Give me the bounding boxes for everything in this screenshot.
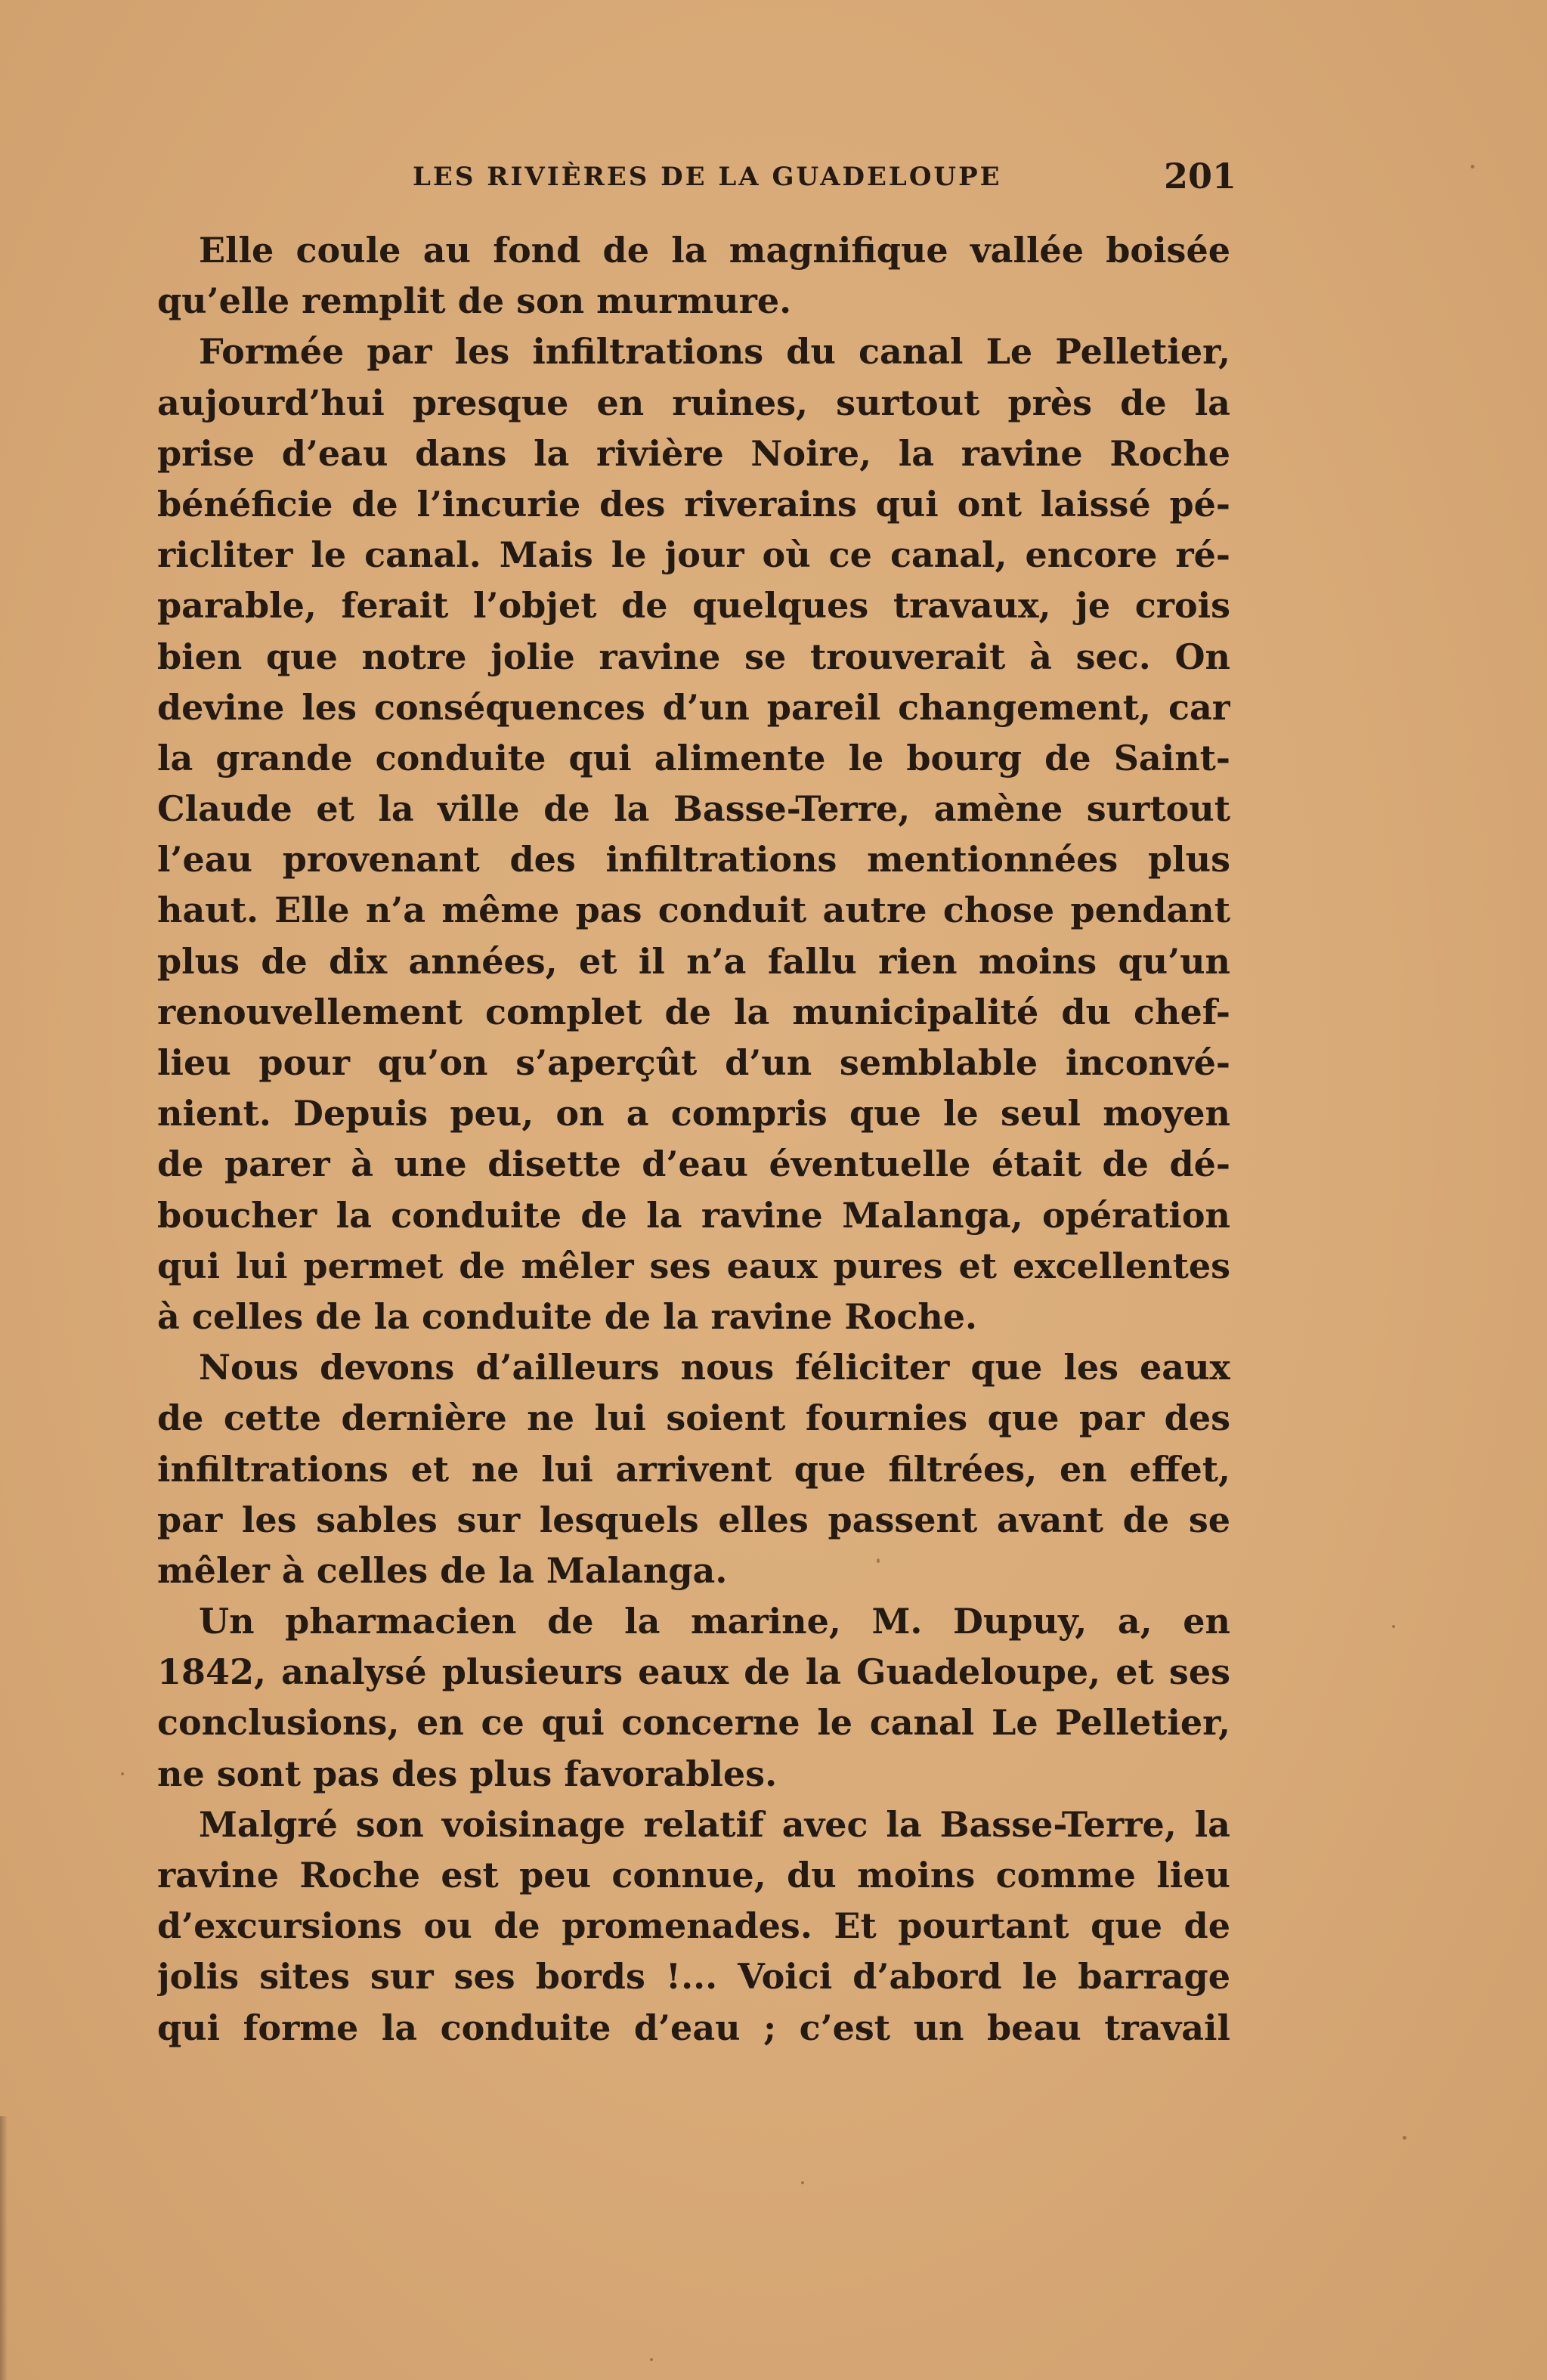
text-line: Claude et la ville de la Basse-Terre, amène surtout xyxy=(157,788,1230,830)
text-line: boucher la conduite de la ravine Malanga, opération xyxy=(157,1194,1230,1236)
paper-speck xyxy=(1403,2136,1406,2140)
text-line: ricliter le canal. Mais le jour où ce canal, encore ré- xyxy=(157,534,1230,576)
text-line: l’eau provenant des infiltrations mentionnées plus xyxy=(157,839,1230,881)
text-line: ne sont pas des plus favorables. xyxy=(157,1753,778,1794)
text-line: qui lui permet de mêler ses eaux pures et excellentes xyxy=(157,1245,1230,1286)
paper-speck xyxy=(877,1558,880,1563)
text-line: parable, ferait l’objet de quelques travaux, je crois xyxy=(157,585,1230,627)
paper-speck xyxy=(1471,165,1474,169)
text-line: à celles de la conduite de la ravine Roche. xyxy=(157,1295,978,1337)
page-edge-shadow xyxy=(0,2116,8,2380)
body-text xyxy=(157,225,1230,2053)
text-line: prise d’eau dans la rivière Noire, la ravine Roche xyxy=(157,432,1230,474)
text-line: Nous devons d’ailleurs nous féliciter que les eaux xyxy=(199,1347,1230,1388)
running-head xyxy=(413,156,1236,197)
text-line: de parer à une disette d’eau éventuelle était de dé- xyxy=(157,1144,1230,1185)
text-line: mêler à celles de la Malanga. xyxy=(157,1549,728,1591)
text-line: aujourd’hui presque en ruines, surtout près de la xyxy=(157,382,1230,423)
text-line: bien que notre jolie ravine se trouverait à sec. On xyxy=(157,636,1230,677)
text-line: haut. Elle n’a même pas conduit autre chose pendant xyxy=(157,890,1230,931)
text-line: Formée par les infiltrations du canal Le Pelletier, xyxy=(199,331,1230,373)
text-line: qu’elle remplit de son murmure. xyxy=(157,280,792,322)
text-line: conclusions, en ce qui concerne le canal Le Pelletier, xyxy=(157,1702,1230,1744)
paper-speck xyxy=(650,2358,653,2361)
text-line: Elle coule au fond de la magnifique vallée boisée xyxy=(199,230,1230,271)
text-line: qui forme la conduite d’eau ; c’est un beau travail xyxy=(157,2007,1230,2048)
page-number: 201 xyxy=(1163,156,1236,197)
paper-speck xyxy=(801,2181,804,2184)
running-title: LES RIVIÈRES DE LA GUADELOUPE xyxy=(413,162,1002,192)
text-line: infiltrations et ne lui arrivent que filtrées, en effet, xyxy=(157,1448,1230,1490)
text-line: par les sables sur lesquels elles passent avant de se xyxy=(157,1499,1230,1540)
text-line: d’excursions ou de promenades. Et pourtant que de xyxy=(157,1905,1230,1947)
text-line: jolis sites sur ses bords !... Voici d’abord le barrage xyxy=(157,1956,1230,1998)
text-line: 1842, analysé plusieurs eaux de la Guadeloupe, et ses xyxy=(157,1651,1230,1693)
paper-speck xyxy=(1392,1625,1395,1628)
text-line: plus de dix années, et il n’a fallu rien moins qu’un xyxy=(157,940,1230,982)
text-line: nient. Depuis peu, on a compris que le seul moyen xyxy=(157,1093,1230,1134)
text-line: lieu pour qu’on s’aperçût d’un semblable inconvé- xyxy=(157,1042,1230,1083)
text-line: ravine Roche est peu connue, du moins comme lieu xyxy=(157,1855,1230,1896)
text-line: Un pharmacien de la marine, M. Dupuy, a, en xyxy=(199,1601,1230,1642)
text-line: devine les conséquences d’un pareil changement, car xyxy=(157,686,1230,728)
text-line: de cette dernière ne lui soient fournies que par des xyxy=(157,1397,1230,1439)
text-line: Malgré son voisinage relatif avec la Basse-Terre, la xyxy=(199,1803,1230,1845)
text-line: bénéficie de l’incurie des riverains qui ont laissé pé- xyxy=(157,483,1230,525)
text-line: renouvellement complet de la municipalité du chef- xyxy=(157,991,1230,1032)
paper-speck xyxy=(121,1772,124,1775)
text-line: la grande conduite qui alimente le bourg de Saint- xyxy=(157,737,1230,778)
